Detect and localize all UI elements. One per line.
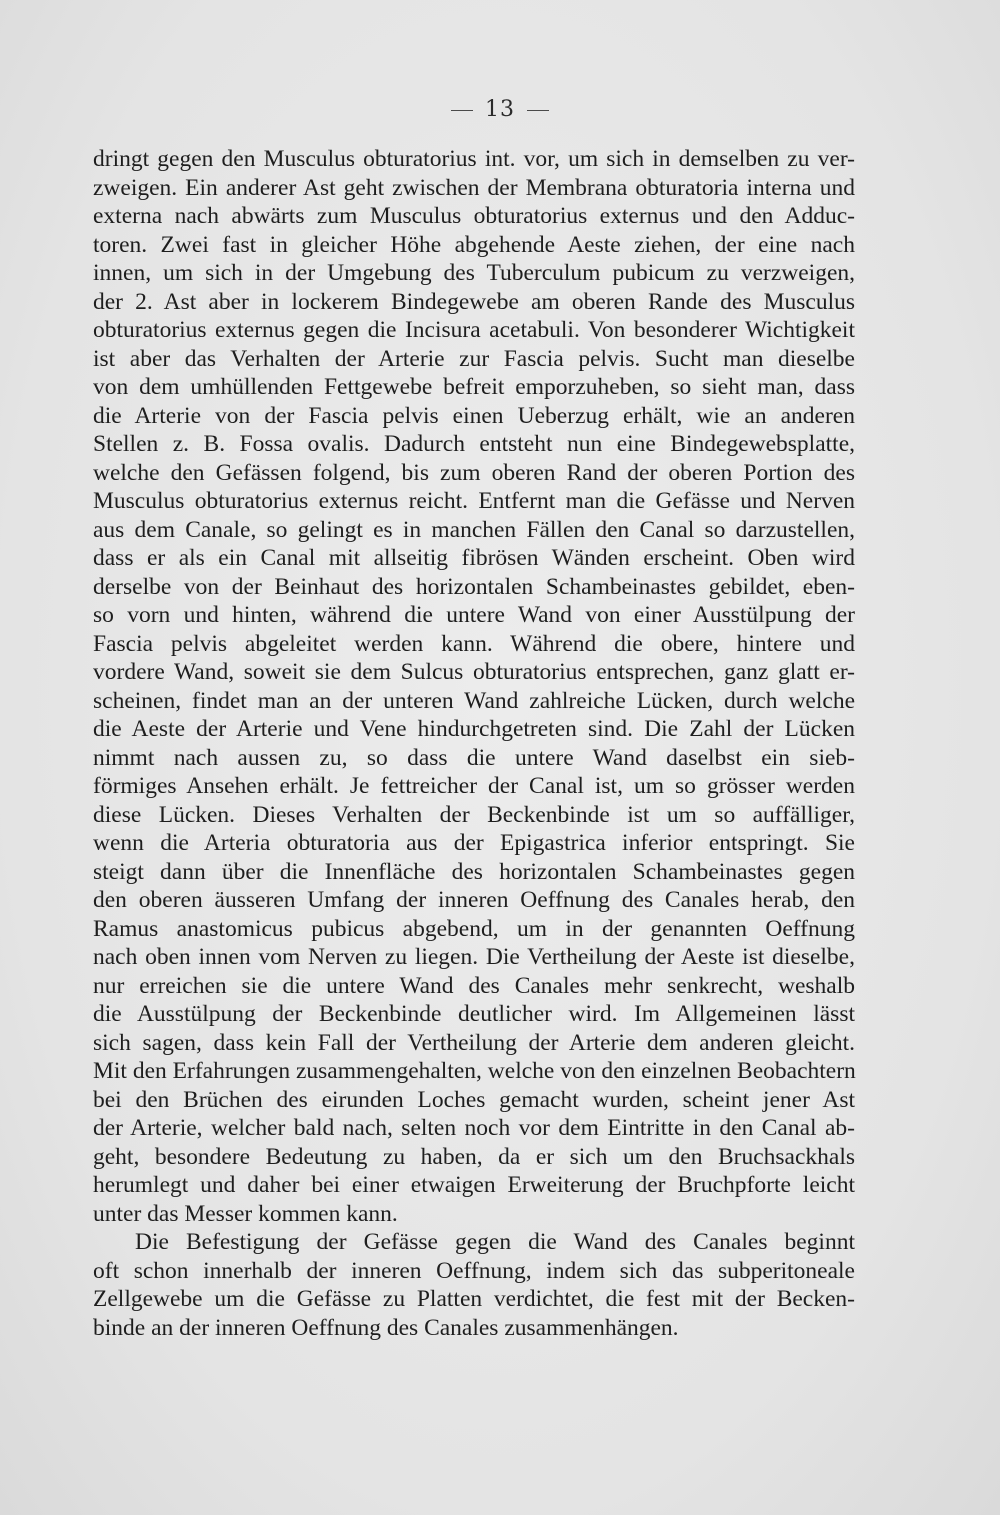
text-line: Zellgewebe um die Gefässe zu Platten verdichtet, die fest mit der Becken- bbox=[93, 1286, 855, 1312]
text-line: welche den Gefässen folgend, bis zum oberen Rand der oberen Portion des bbox=[93, 459, 855, 486]
text-line: ist aber das Verhalten der Arterie zur Fascia pelvis. Sucht man dieselbe bbox=[93, 345, 855, 372]
text-line: zweigen. Ein anderer Ast geht zwischen der Membrana obturatoria interna und bbox=[93, 174, 855, 201]
text-line: geht, besondere Bedeutung zu haben, da er sich um den Bruchsackhals bbox=[93, 1143, 855, 1170]
page-number-value: 13 bbox=[485, 97, 515, 122]
page-number-dash-left bbox=[451, 110, 473, 111]
text-line: von dem umhüllenden Fettgewebe befreit emporzuheben, so sieht man, dass bbox=[93, 374, 855, 400]
text-line: aus dem Canale, so gelingt es in manchen Fällen den Canal so darzustellen, bbox=[93, 516, 855, 543]
text-line: externa nach abwärts zum Musculus obturatorius externus und den Adduc- bbox=[93, 203, 855, 229]
text-line: oft schon innerhalb der inneren Oeffnung, indem sich das subperitoneale bbox=[93, 1257, 855, 1284]
text-line: nimmt nach aussen zu, so dass die untere Wand daselbst ein sieb- bbox=[93, 744, 855, 771]
text-line: scheinen, findet man an der unteren Wand zahlreiche Lücken, durch welche bbox=[93, 687, 855, 714]
text-line: derselbe von der Beinhaut des horizontalen Schambeinastes gebildet, eben- bbox=[93, 573, 855, 600]
page-number-dash-right bbox=[527, 110, 549, 111]
text-line: obturatorius externus gegen die Incisura acetabuli. Von besonderer Wichtigkeit bbox=[93, 317, 855, 343]
body-text bbox=[93, 145, 855, 1342]
text-line: den oberen äusseren Umfang der inneren Oeffnung des Canales herab, den bbox=[93, 887, 855, 913]
text-line: diese Lücken. Dieses Verhalten der Beckenbinde ist um so auffälliger, bbox=[93, 801, 855, 828]
text-line: wenn die Arteria obturatoria aus der Epigastrica inferior entspringt. Sie bbox=[93, 830, 855, 856]
text-line: Stellen z. B. Fossa ovalis. Dadurch entsteht nun eine Bindegewebsplatte, bbox=[93, 431, 855, 457]
text-line: unter das Messer kommen kann. bbox=[93, 1200, 398, 1227]
text-line: Die Befestigung der Gefässe gegen die Wand des Canales beginnt bbox=[135, 1229, 855, 1255]
paragraph bbox=[93, 1228, 855, 1342]
text-line: sich sagen, dass kein Fall der Vertheilung der Arterie dem anderen gleicht. bbox=[93, 1029, 855, 1056]
text-line: nur erreichen sie die untere Wand des Canales mehr senkrecht, weshalb bbox=[93, 972, 855, 999]
text-line: dass er als ein Canal mit allseitig fibrösen Wänden erscheint. Oben wird bbox=[93, 545, 855, 571]
text-line: die Arterie von der Fascia pelvis einen Ueberzug erhält, wie an anderen bbox=[93, 402, 855, 429]
text-line: förmiges Ansehen erhält. Je fettreicher der Canal ist, um so grösser werden bbox=[93, 773, 855, 799]
text-line: binde an der inneren Oeffnung des Canales zusammenhängen. bbox=[93, 1314, 679, 1341]
text-line: der Arterie, welcher bald nach, selten noch vor dem Eintritte in den Canal ab- bbox=[93, 1115, 855, 1141]
text-line: nach oben innen vom Nerven zu liegen. Die Vertheilung der Aeste ist dieselbe, bbox=[93, 944, 855, 970]
text-line: toren. Zwei fast in gleicher Höhe abgehende Aeste ziehen, der eine nach bbox=[93, 231, 855, 258]
text-line: dringt gegen den Musculus obturatorius int. vor, um sich in demselben zu ver- bbox=[93, 146, 855, 172]
paragraph bbox=[93, 145, 855, 1228]
text-line: die Aeste der Arterie und Vene hindurchgetreten sind. Die Zahl der Lücken bbox=[93, 716, 855, 742]
text-line: innen, um sich in der Umgebung des Tuberculum pubicum zu verzweigen, bbox=[93, 260, 855, 286]
text-line: herumlegt und daher bei einer etwaigen Erweiterung der Bruchpforte leicht bbox=[93, 1172, 855, 1198]
text-line: der 2. Ast aber in lockerem Bindegewebe am oberen Rande des Musculus bbox=[93, 288, 855, 315]
text-line: Mit den Erfahrungen zusammengehalten, welche von den einzelnen Beobachtern bbox=[93, 1058, 856, 1084]
text-line: Musculus obturatorius externus reicht. Entfernt man die Gefässe und Nerven bbox=[93, 488, 855, 514]
text-line: vordere Wand, soweit sie dem Sulcus obturatorius entsprechen, ganz glatt er- bbox=[93, 659, 855, 685]
text-line: steigt dann über die Innenfläche des horizontalen Schambeinastes gegen bbox=[93, 858, 855, 885]
text-line: Fascia pelvis abgeleitet werden kann. Während die obere, hintere und bbox=[93, 630, 855, 657]
text-line: so vorn und hinten, während die untere Wand von einer Ausstülpung der bbox=[93, 602, 855, 628]
text-line: bei den Brüchen des eirunden Loches gemacht wurden, scheint jener Ast bbox=[93, 1086, 855, 1113]
text-line: die Ausstülpung der Beckenbinde deutlicher wird. Im Allgemeinen lässt bbox=[93, 1001, 855, 1027]
text-line: Ramus anastomicus pubicus abgebend, um in der genannten Oeffnung bbox=[93, 915, 855, 942]
page-number bbox=[0, 97, 1000, 122]
